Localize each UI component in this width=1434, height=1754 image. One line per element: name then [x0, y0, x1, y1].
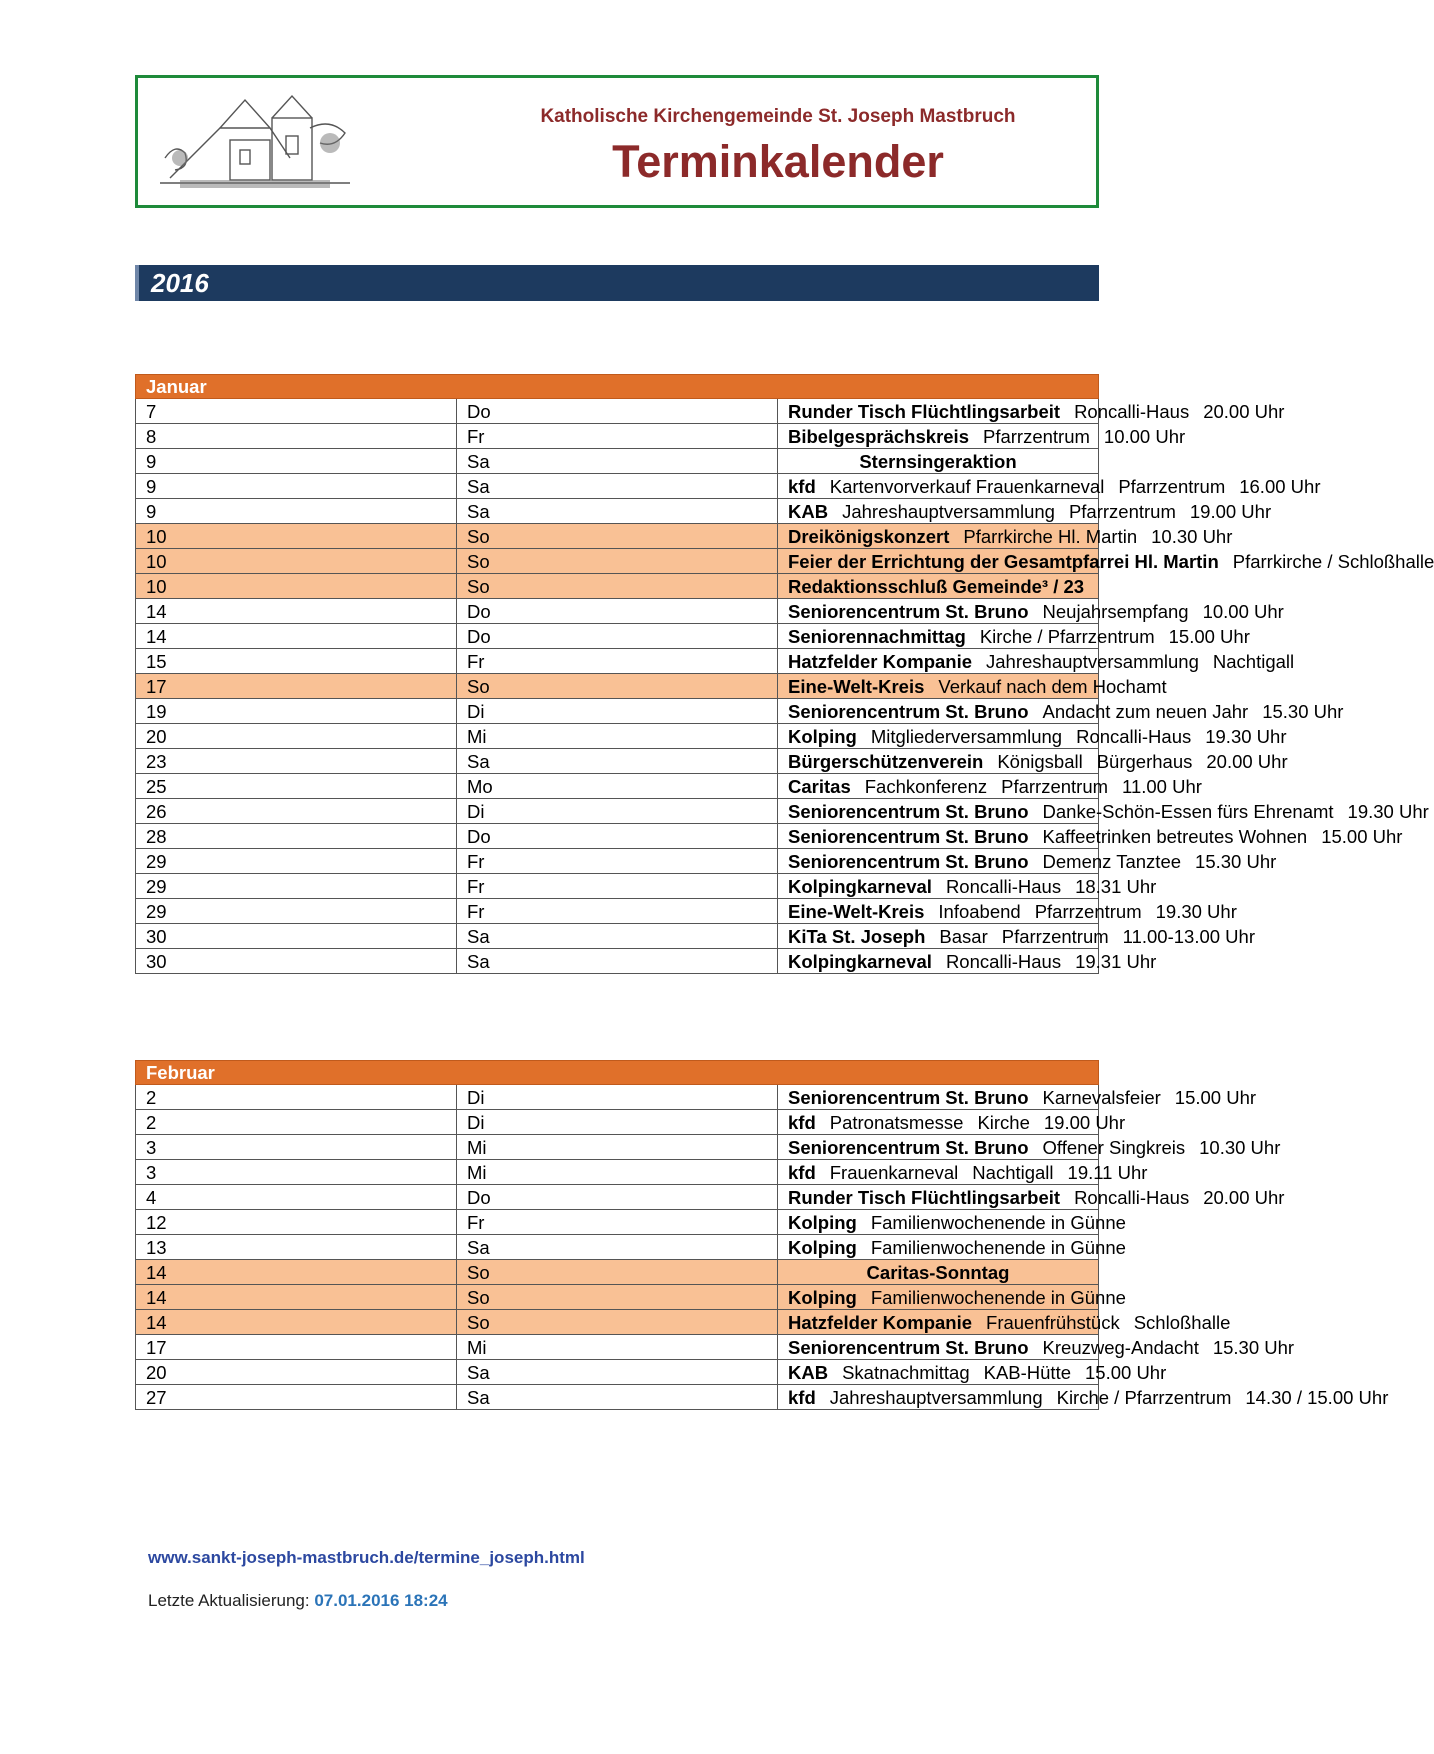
event-detail: Roncalli-Haus: [1074, 1186, 1190, 1208]
table-row: [136, 924, 1099, 949]
month-name: Januar: [136, 375, 1099, 399]
event-organizer: Bürgerschützenverein: [788, 750, 984, 772]
event-detail: Familienwochenende in Günne: [870, 1286, 1126, 1308]
event-detail: Roncalli-Haus: [945, 950, 1062, 972]
event-organizer: Eine-Welt-Kreis: [788, 675, 925, 697]
event-detail: Königsball: [997, 750, 1083, 772]
event-cell: [778, 874, 1157, 899]
day-cell: 28: [136, 824, 457, 849]
event-detail: 10.30 Uhr: [1151, 525, 1233, 547]
day-cell: 4: [136, 1185, 457, 1210]
event-detail: Roncalli-Haus: [1076, 725, 1192, 747]
event-detail: Jahreshauptversammlung: [842, 500, 1055, 522]
day-cell: 13: [136, 1235, 457, 1260]
weekday-cell: Sa: [457, 749, 778, 774]
table-row: [136, 1285, 1099, 1310]
event-organizer: kfd: [788, 475, 816, 497]
event-cell: [778, 724, 1287, 749]
event-organizer: kfd: [788, 1111, 816, 1133]
updated-timestamp: 07.01.2016 18:24: [314, 1591, 448, 1610]
day-cell: 3: [136, 1135, 457, 1160]
day-cell: 3: [136, 1160, 457, 1185]
event-cell: [778, 774, 1202, 799]
table-row: [136, 549, 1099, 574]
event-detail: 19.30 Uhr: [1205, 725, 1287, 747]
table-row: [136, 1235, 1099, 1260]
day-cell: 17: [136, 1335, 457, 1360]
event-cell: Caritas-Sonntag: [778, 1260, 1099, 1285]
event-organizer: Seniorencentrum St. Bruno: [788, 800, 1029, 822]
table-row: [136, 499, 1099, 524]
weekday-cell: Sa: [457, 1235, 778, 1260]
day-cell: 10: [136, 524, 457, 549]
event-cell: [778, 549, 1434, 574]
event-organizer: Runder Tisch Flüchtlingsarbeit: [788, 1186, 1061, 1208]
event-cell: [778, 399, 1285, 424]
event-detail: Pfarrzentrum: [982, 425, 1090, 447]
last-updated: [148, 1591, 448, 1611]
event-detail: Danke-Schön-Essen fürs Ehrenamt: [1042, 800, 1334, 822]
event-detail: 19.30 Uhr: [1155, 900, 1237, 922]
event-cell: [778, 499, 1272, 524]
event-detail: Verkauf nach dem Hochamt: [938, 675, 1167, 697]
table-row: [136, 1160, 1099, 1185]
table-row: [136, 1085, 1099, 1110]
event-cell: [778, 1185, 1285, 1210]
day-cell: 7: [136, 399, 457, 424]
event-detail: Schloßhalle: [1133, 1311, 1231, 1333]
event-detail: Roncalli-Haus: [1074, 400, 1190, 422]
event-detail: Familienwochenende in Günne: [870, 1211, 1126, 1233]
event-detail: 15.00 Uhr: [1168, 625, 1250, 647]
table-row: [136, 674, 1099, 699]
event-cell: [778, 1385, 1389, 1410]
day-cell: 15: [136, 649, 457, 674]
weekday-cell: Di: [457, 799, 778, 824]
table-row: [136, 849, 1099, 874]
weekday-cell: Fr: [457, 424, 778, 449]
table-row: [136, 949, 1099, 974]
day-cell: 12: [136, 1210, 457, 1235]
event-organizer: Kolping: [788, 1211, 857, 1233]
event-organizer: Seniorencentrum St. Bruno: [788, 1336, 1029, 1358]
calendar-table-januar: [135, 374, 1434, 974]
day-cell: 23: [136, 749, 457, 774]
event-detail: Jahreshauptversammlung: [986, 650, 1199, 672]
weekday-cell: Sa: [457, 499, 778, 524]
weekday-cell: Sa: [457, 1385, 778, 1410]
event-organizer: Kolping: [788, 1236, 857, 1258]
day-cell: 25: [136, 774, 457, 799]
event-cell: [778, 749, 1288, 774]
table-row: [136, 1210, 1099, 1235]
day-cell: 14: [136, 624, 457, 649]
weekday-cell: Sa: [457, 924, 778, 949]
event-detail: 11.00-13.00 Uhr: [1122, 925, 1255, 947]
event-detail: Kirche / Pfarrzentrum: [1056, 1386, 1232, 1408]
table-row: [136, 474, 1099, 499]
event-detail: Pfarrkirche / Schloßhalle: [1232, 550, 1434, 572]
day-cell: 14: [136, 599, 457, 624]
weekday-cell: Mi: [457, 1335, 778, 1360]
event-organizer: Kolpingkarneval: [788, 875, 932, 897]
website-link[interactable]: www.sankt-joseph-mastbruch.de/termine_joseph.html: [148, 1548, 585, 1567]
table-row: [136, 624, 1099, 649]
event-detail: Karnevalsfeier: [1042, 1086, 1161, 1108]
event-detail: KAB-Hütte: [983, 1361, 1072, 1383]
event-detail: 10.00 Uhr: [1202, 600, 1284, 622]
table-row: [136, 449, 1099, 474]
table-row: [136, 599, 1099, 624]
weekday-cell: Sa: [457, 1360, 778, 1385]
event-organizer: Kolping: [788, 1286, 857, 1308]
event-organizer: KiTa St. Joseph: [788, 925, 926, 947]
event-detail: Demenz Tanztee: [1042, 850, 1182, 872]
event-detail: 20.00 Uhr: [1206, 750, 1288, 772]
event-detail: Fachkonferenz: [864, 775, 988, 797]
event-cell: [778, 1360, 1167, 1385]
event-detail: Patronatsmesse: [829, 1111, 964, 1133]
weekday-cell: Fr: [457, 849, 778, 874]
event-cell: [778, 474, 1321, 499]
weekday-cell: Fr: [457, 874, 778, 899]
table-row: [136, 1135, 1099, 1160]
event-cell: [778, 1135, 1281, 1160]
table-row: [136, 524, 1099, 549]
table-row: [136, 1260, 1099, 1285]
weekday-cell: Do: [457, 824, 778, 849]
event-detail: Basar: [939, 925, 988, 947]
day-cell: 2: [136, 1110, 457, 1135]
event-detail: 15.00 Uhr: [1321, 825, 1403, 847]
table-row: [136, 749, 1099, 774]
event-detail: 15.30 Uhr: [1195, 850, 1277, 872]
event-detail: 10.00 Uhr: [1103, 425, 1186, 447]
table-row: [136, 649, 1099, 674]
weekday-cell: Di: [457, 1085, 778, 1110]
weekday-cell: So: [457, 549, 778, 574]
event-cell: [778, 699, 1344, 724]
month-header-row: [136, 1061, 1099, 1085]
table-row: [136, 1360, 1099, 1385]
table-row: [136, 1310, 1099, 1335]
day-cell: 14: [136, 1260, 457, 1285]
event-detail: Infoabend: [938, 900, 1021, 922]
event-detail: 14.30 / 15.00 Uhr: [1245, 1386, 1389, 1408]
day-cell: 17: [136, 674, 457, 699]
event-organizer: Feier der Errichtung der Gesamtpfarrei Hl. Martin: [788, 550, 1219, 572]
weekday-cell: Di: [457, 699, 778, 724]
event-organizer: Kolpingkarneval: [788, 950, 932, 972]
event-detail: Nachtigall: [972, 1161, 1054, 1183]
event-cell: [778, 599, 1284, 624]
table-row: [136, 899, 1099, 924]
day-cell: 20: [136, 1360, 457, 1385]
event-detail: 19.11 Uhr: [1067, 1161, 1148, 1183]
day-cell: 9: [136, 499, 457, 524]
event-cell: [778, 899, 1237, 924]
day-cell: 30: [136, 924, 457, 949]
event-detail: Kirche: [977, 1111, 1030, 1133]
event-detail: Kreuzweg-Andacht: [1042, 1336, 1199, 1358]
event-detail: 15.30 Uhr: [1212, 1336, 1295, 1358]
table-row: [136, 424, 1099, 449]
event-detail: Skatnachmittag: [842, 1361, 970, 1383]
event-organizer: Seniorencentrum St. Bruno: [788, 700, 1029, 722]
event-detail: Pfarrzentrum: [1034, 900, 1142, 922]
weekday-cell: So: [457, 1260, 778, 1285]
event-detail: Roncalli-Haus: [945, 875, 1062, 897]
event-detail: Pfarrzentrum: [1001, 925, 1109, 947]
event-organizer: Seniorencentrum St. Bruno: [788, 1136, 1029, 1158]
day-cell: 29: [136, 874, 457, 899]
event-organizer: Seniorennachmittag: [788, 625, 966, 647]
event-detail: 15.00 Uhr: [1174, 1086, 1257, 1108]
event-organizer: kfd: [788, 1161, 816, 1183]
day-cell: 29: [136, 899, 457, 924]
weekday-cell: Do: [457, 1185, 778, 1210]
event-organizer: Kolping: [788, 725, 857, 747]
calendar-table-februar: [135, 1060, 1389, 1410]
event-organizer: kfd: [788, 1386, 816, 1408]
month-header-row: [136, 375, 1099, 399]
table-row: [136, 874, 1099, 899]
event-detail: Familienwochenende in Günne: [870, 1236, 1126, 1258]
event-organizer: Seniorencentrum St. Bruno: [788, 600, 1029, 622]
event-cell: [778, 799, 1429, 824]
event-detail: 15.30 Uhr: [1262, 700, 1344, 722]
event-cell: [778, 949, 1157, 974]
event-detail: 11.00 Uhr: [1122, 775, 1202, 797]
event-organizer: Caritas: [788, 775, 851, 797]
day-cell: 19: [136, 699, 457, 724]
event-detail: Frauenfrühstück: [986, 1311, 1120, 1333]
event-organizer: Seniorencentrum St. Bruno: [788, 825, 1029, 847]
event-detail: 15.00 Uhr: [1085, 1361, 1167, 1383]
event-organizer: Hatzfelder Kompanie: [788, 1311, 973, 1333]
event-detail: 20.00 Uhr: [1203, 400, 1285, 422]
weekday-cell: So: [457, 674, 778, 699]
day-cell: 29: [136, 849, 457, 874]
header-box: [135, 75, 1099, 208]
event-organizer: KAB: [788, 500, 829, 522]
event-detail: Pfarrzentrum: [1118, 475, 1226, 497]
event-organizer: Runder Tisch Flüchtlingsarbeit: [788, 400, 1061, 422]
event-organizer: KAB: [788, 1361, 829, 1383]
day-cell: 26: [136, 799, 457, 824]
event-cell: [778, 1285, 1126, 1310]
day-cell: 27: [136, 1385, 457, 1410]
event-cell: [778, 1310, 1231, 1335]
day-cell: 30: [136, 949, 457, 974]
weekday-cell: So: [457, 574, 778, 599]
table-row: [136, 399, 1099, 424]
page-title: Terminkalender: [612, 136, 944, 187]
year-label: 2016: [151, 268, 209, 298]
event-detail: Neujahrsempfang: [1042, 600, 1189, 622]
event-detail: 18.31 Uhr: [1075, 875, 1157, 897]
weekday-cell: Mi: [457, 1160, 778, 1185]
event-detail: 16.00 Uhr: [1239, 475, 1321, 497]
table-row: [136, 1385, 1099, 1410]
event-cell: [778, 1110, 1126, 1135]
day-cell: 10: [136, 574, 457, 599]
event-cell: [778, 1210, 1126, 1235]
event-organizer: Hatzfelder Kompanie: [788, 650, 973, 672]
day-cell: 9: [136, 474, 457, 499]
table-row: [136, 799, 1099, 824]
table-row: [136, 824, 1099, 849]
weekday-cell: Do: [457, 624, 778, 649]
event-detail: Kartenvorverkauf Frauenkarneval: [829, 475, 1105, 497]
event-cell: [778, 649, 1295, 674]
event-detail: Nachtigall: [1212, 650, 1295, 672]
event-cell: [778, 849, 1277, 874]
weekday-cell: Di: [457, 1110, 778, 1135]
event-organizer: Bibelgesprächskreis: [788, 425, 969, 447]
weekday-cell: Mi: [457, 1135, 778, 1160]
table-row: [136, 1335, 1099, 1360]
event-cell: [778, 674, 1167, 699]
event-organizer: Seniorencentrum St. Bruno: [788, 1086, 1029, 1108]
table-row: [136, 724, 1099, 749]
weekday-cell: Do: [457, 599, 778, 624]
event-detail: Frauenkarneval: [829, 1161, 959, 1183]
event-organizer: Eine-Welt-Kreis: [788, 900, 925, 922]
event-cell: [778, 1085, 1257, 1110]
day-cell: 2: [136, 1085, 457, 1110]
event-cell: [778, 824, 1403, 849]
updated-label: Letzte Aktualisierung:: [148, 1591, 310, 1610]
event-detail: 19.00 Uhr: [1043, 1111, 1126, 1133]
weekday-cell: So: [457, 1310, 778, 1335]
event-cell: [778, 524, 1233, 549]
church-sketch-icon: [160, 88, 350, 196]
event-cell: [778, 924, 1255, 949]
event-cell: [778, 574, 1099, 599]
event-detail: 19.00 Uhr: [1189, 500, 1272, 522]
event-detail: Jahreshauptversammlung: [829, 1386, 1043, 1408]
day-cell: 9: [136, 449, 457, 474]
weekday-cell: Sa: [457, 949, 778, 974]
weekday-cell: Mo: [457, 774, 778, 799]
event-cell: [778, 624, 1250, 649]
event-cell: [778, 1160, 1148, 1185]
event-cell: [778, 1235, 1126, 1260]
event-cell: Sternsingeraktion: [778, 449, 1099, 474]
table-row: [136, 1110, 1099, 1135]
weekday-cell: Do: [457, 399, 778, 424]
month-name: Februar: [136, 1061, 1099, 1085]
day-cell: 8: [136, 424, 457, 449]
table-row: [136, 774, 1099, 799]
event-organizer: Seniorencentrum St. Bruno: [788, 850, 1029, 872]
event-detail: Kirche / Pfarrzentrum: [979, 625, 1155, 647]
weekday-cell: Sa: [457, 474, 778, 499]
event-detail: Pfarrkirche Hl. Martin: [963, 525, 1138, 547]
event-detail: 19.31 Uhr: [1075, 950, 1157, 972]
year-bar: [135, 265, 1099, 301]
weekday-cell: Sa: [457, 449, 778, 474]
event-detail: Bürgerhaus: [1096, 750, 1193, 772]
event-detail: 10.30 Uhr: [1199, 1136, 1281, 1158]
weekday-cell: Fr: [457, 1210, 778, 1235]
day-cell: 14: [136, 1310, 457, 1335]
event-organizer: Redaktionsschluß Gemeinde³ / 23: [788, 575, 1085, 597]
event-detail: Kaffeetrinken betreutes Wohnen: [1042, 825, 1308, 847]
event-detail: Andacht zum neuen Jahr: [1042, 700, 1249, 722]
weekday-cell: Mi: [457, 724, 778, 749]
event-detail: Offener Singkreis: [1042, 1136, 1186, 1158]
day-cell: 20: [136, 724, 457, 749]
event-detail: Pfarrzentrum: [1068, 500, 1176, 522]
event-detail: 20.00 Uhr: [1203, 1186, 1285, 1208]
event-detail: Mitgliederversammlung: [870, 725, 1063, 747]
day-cell: 10: [136, 549, 457, 574]
event-detail: Pfarrzentrum: [1001, 775, 1109, 797]
weekday-cell: Fr: [457, 899, 778, 924]
table-row: [136, 1185, 1099, 1210]
table-row: [136, 574, 1099, 599]
weekday-cell: So: [457, 524, 778, 549]
event-detail: 19.30 Uhr: [1347, 800, 1429, 822]
org-name: Katholische Kirchengemeinde St. Joseph Mastbruch: [540, 106, 1016, 127]
event-cell: [778, 1335, 1295, 1360]
event-organizer: Dreikönigskonzert: [788, 525, 950, 547]
weekday-cell: So: [457, 1285, 778, 1310]
day-cell: 14: [136, 1285, 457, 1310]
event-cell: [778, 424, 1186, 449]
weekday-cell: Fr: [457, 649, 778, 674]
table-row: [136, 699, 1099, 724]
